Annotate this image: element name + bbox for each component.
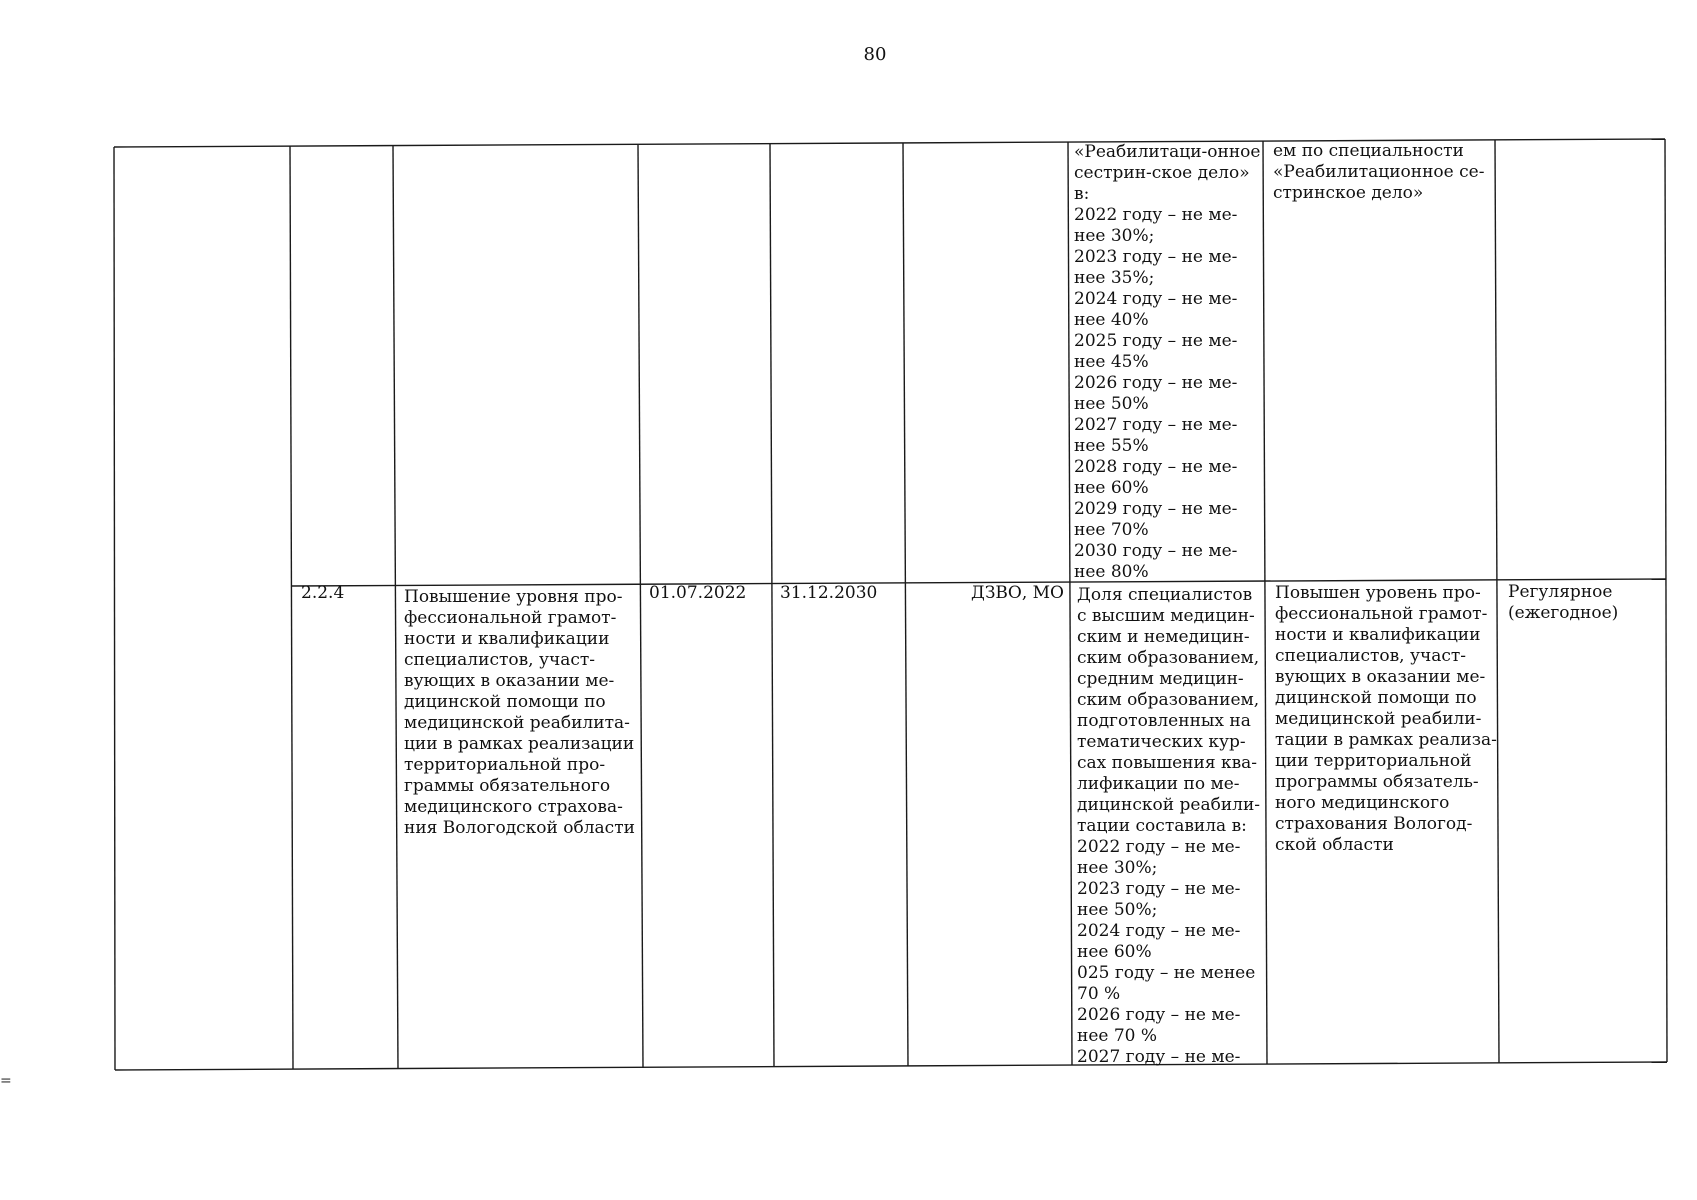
col-separator-4 [770,144,774,1067]
continuation-result-cell: ем по специальности «Реабилитационное се- стринское дело» [1273,141,1485,203]
col-separator-1 [290,146,293,1069]
table-right-border [1665,139,1667,1062]
frequency-cell: Регулярное (ежегодное) [1508,582,1619,623]
row-number-cell: 2.2.4 [301,583,345,603]
margin-mark: = [0,1073,12,1089]
table-bottom-border [115,1062,1667,1070]
col-separator-5 [903,143,908,1066]
start-date-cell: 01.07.2022 [649,583,747,603]
indicator-cell: Доля специалистов с высшим медицин- ским и немедицин- ским образованием, средним медицин- ским образованием, подготовленных на тематических кур- сах повышения ква- лификации по ме- дицинской реабили- тации составила в: 2022 году – не ме- нее 30%; 2023 году – не ме- нее 50%; 2024 году – не ме- нее 60% 025 году – не менее 70 % 2026 году – не ме- нее 70 % 2027 году – не ме- [1077,585,1261,1067]
col-separator-3 [638,145,643,1068]
executor-cell: ДЗВО, МО [971,583,1064,603]
end-date-cell: 31.12.2030 [780,583,878,603]
page-number: 80 [863,44,887,65]
result-cell: Повышен уровень про- фессиональной грамот- ности и квалификации специалистов, участ- вующих в оказании ме- дицинской помощи по медицинской реабили- тации в рамках реализа- ции территориальной программы обязатель- ного медицинского страхования Вологод- ской области [1275,583,1497,855]
col-separator-2 [393,146,398,1069]
col-separator-6 [1068,142,1072,1065]
continuation-indicator-cell: «Реабилитаци-онное сестрин-ское дело» в: 2022 году – не ме- нее 30%; 2023 году – не ме- нее 35%; 2024 году – не ме- нее 40% 2025 году – не ме- нее 45% 2026 году – не ме- нее 50% 2027 году – не ме- нее 55% 2028 году – не ме- нее 60% 2029 году – не ме- нее 70% 2030 году – не ме- нее 80% [1074,142,1261,582]
activity-name-cell: Повышение уровня про- фессиональной грамот- ности и квалификации специалистов, участ- вующих в оказании ме- дицинской помощи по медицинской реабилита- ции в рамках реализации территориальной про- граммы обязательного медицинского страхова- ния Вологодской области [404,587,635,838]
table-left-border [114,147,115,1070]
